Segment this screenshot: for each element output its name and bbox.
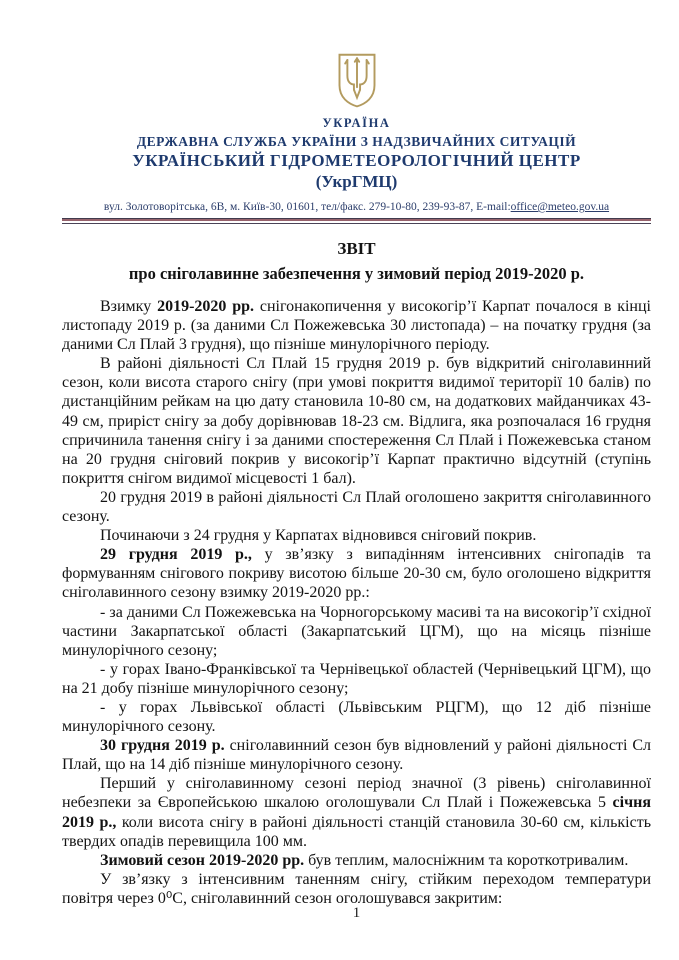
paragraph: В районі діяльності Сл Плай 15 грудня 2019 р. був відкритий сніголавинний сезон, коли висота старого снігу (при умові покриття видимої території 10 балів) по дистанційним рейкам на цю дату становила 10-80 см, на додаткових майданчиках 43-49 см, приріст снігу за добу дорівнював 18-23 см. Відлига, яка розпочалася 16 грудня спричинила танення снігу і за даними спостереження Сл Плай і Пожежевська станом на 20 грудня сніговий покрив у високогір’ї Карпат практично відсутній (ступінь покриття снігом видимої місцевості 1 бал). <box>62 355 651 487</box>
paragraph: Зимовий сезон 2019-2020 рр. був теплим, малосніжним та короткотривалим. <box>100 851 629 869</box>
divider-rule-top <box>62 218 651 221</box>
paragraph: - у горах Львівської області (Львівським РЦГМ), що 12 діб пізніше минулорічного сезону. <box>62 698 651 736</box>
paragraph: Взимку 2019-2020 рр. снігонакопичення у високогір’ї Карпат почалося в кінці листопаду 2019 р. (за даними Сл Пожежевська 30 листопада) – на початку грудня (за даними Сл Плай 3 грудня), що пізніше минулорічного періоду. <box>62 298 651 354</box>
org-abbr: (УкрГМЦ) <box>315 172 398 191</box>
paragraph: 20 грудня 2019 в районі діяльності Сл Плай оголошено закриття сніголавинного сезону. <box>62 488 651 526</box>
paragraph: 29 грудня 2019 р., у зв’язку з випадінням інтенсивних снігопадів та формуванням снігового покриву висотою більше 20-30 см, було оголошено відкриття сніголавинного сезону взимку 2019-2020 рр.: <box>62 546 651 602</box>
letterhead <box>62 0 651 215</box>
divider-rule-bottom <box>62 223 651 224</box>
page-number: 1 <box>352 905 361 921</box>
address-line <box>62 200 651 215</box>
address-text: вул. Золотоворітська, 6В, м. Київ-30, 01601, тел/факс. 279-10-80, 239-93-87, E-mail: <box>103 201 511 213</box>
document-body <box>62 297 651 908</box>
country-name: УКРАЇНА <box>322 116 391 130</box>
paragraph: - за даними Сл Пожежевська на Чорногорському масиві та на високогір’ї східної частини Закарпатської області (Закарпатський ЦГМ), що на місяць пізніше минулорічного сезону; <box>62 603 651 659</box>
paragraph: - у горах Івано-Франківської та Чернівецької областей (Чернівецький ЦГМ), що на 21 добу пізніше минулорічного сезону; <box>62 660 651 697</box>
paragraph: 30 грудня 2019 р. сніголавинний сезон був відновлений у районі діяльності Сл Плай, що на 14 діб пізніше минулорічного сезону. <box>62 737 652 774</box>
org-name: УКРАЇНСЬКИЙ ГІДРОМЕТЕОРОЛОГІЧНИЙ ЦЕНТР <box>132 151 581 170</box>
ukraine-tryzub-icon <box>62 52 651 112</box>
agency-name: ДЕРЖАВНА СЛУЖБА УКРАЇНИ З НАДЗВИЧАЙНИХ СИТУАЦІЙ <box>136 134 577 149</box>
paragraph: Перший у сніголавинному сезоні період значної (3 рівень) сніголавинної небезпеки за Європейською шкалою оголошували Сл Плай і Пожежевська 5 січня 2019 р., коли висота снігу в районі діяльності станцій становила 30-60 см, кількість твердих опадів перевищила 100 мм. <box>62 775 651 850</box>
email-link[interactable]: office@meteo.gov.ua <box>510 201 610 213</box>
report-subtitle: про сніголавинне забезпечення у зимовий період 2019-2020 р. <box>128 264 585 283</box>
paragraph: У зв’язку з інтенсивним таненням снігу, стійким переходом температури повітря через 0⁰С, сніголавинний сезон оголошувався закритим: <box>62 870 651 907</box>
paragraph: Починаючи з 24 грудня у Карпатах відновився сніговий покрив. <box>100 527 537 545</box>
report-title: ЗВІТ <box>337 239 376 258</box>
